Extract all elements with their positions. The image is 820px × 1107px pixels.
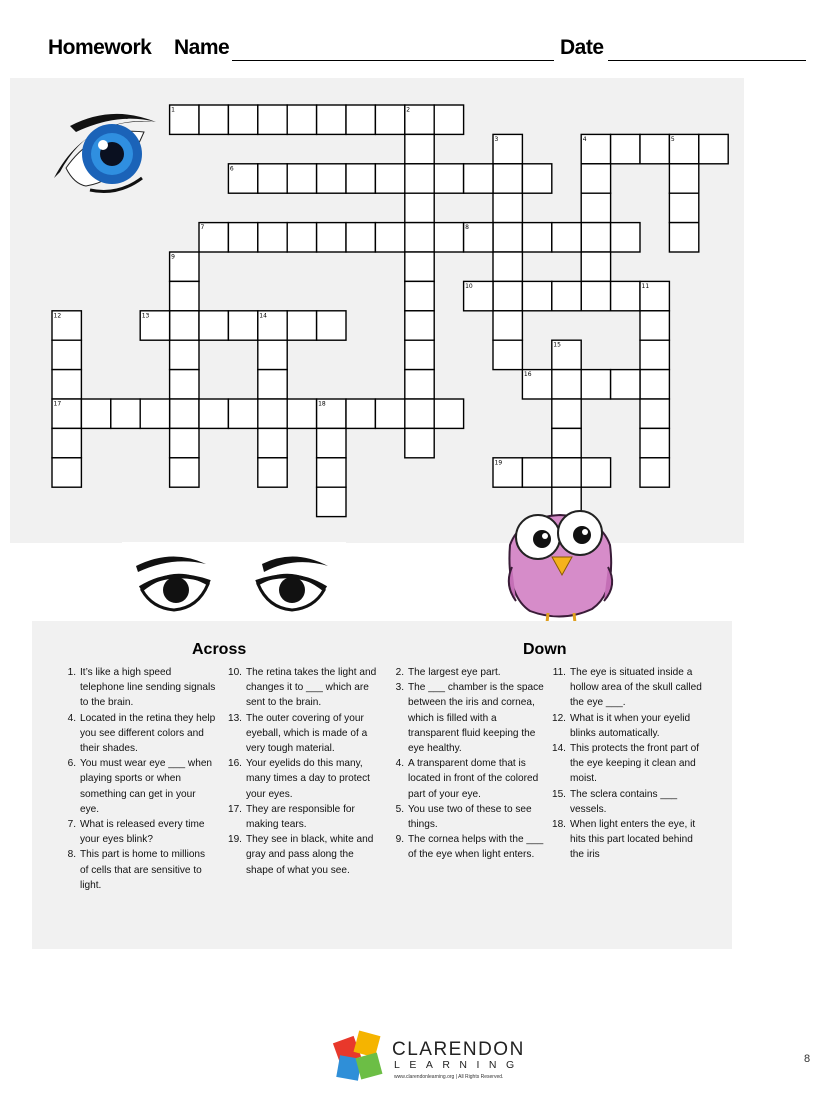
clue-text: The cornea helps with the ___ of the eye when light enters. [408, 834, 544, 861]
crossword-cell[interactable] [493, 281, 522, 310]
crossword-cell[interactable] [493, 193, 522, 222]
crossword-cell[interactable] [287, 311, 316, 340]
clue-number-label: 8 [465, 224, 469, 232]
crossword-cell[interactable] [640, 399, 669, 428]
crossword-cell[interactable] [258, 428, 287, 457]
crossword-cell[interactable] [552, 370, 581, 399]
down-clues-col1 [386, 665, 546, 863]
clue-text: This protects the front part of the eye keeping it clean and moist. [570, 743, 700, 785]
crossword-cell[interactable] [287, 105, 316, 134]
clue-item [224, 711, 382, 757]
crossword-cell[interactable] [640, 311, 669, 340]
clue-item [386, 802, 546, 832]
clue-number-label: 10 [465, 282, 473, 290]
clue-number: 7. [67, 819, 76, 831]
clue-number-label: 6 [229, 165, 234, 173]
crossword-cell[interactable] [317, 428, 346, 457]
clue-number-label: 3 [494, 135, 499, 143]
crossword-cell[interactable] [405, 340, 434, 369]
clue-number: 1. [67, 667, 76, 678]
clue-item [224, 756, 382, 802]
crossword-cell[interactable] [493, 223, 522, 252]
crossword-cell[interactable] [317, 105, 346, 134]
clue-item [58, 847, 216, 893]
crossword-cell[interactable] [317, 311, 346, 340]
crossword-cell[interactable] [434, 399, 463, 428]
clue-number-label: 12 [53, 312, 62, 320]
crossword-cell[interactable] [581, 223, 610, 252]
crossword-cell[interactable] [258, 105, 287, 134]
clue-item [548, 817, 708, 863]
crossword-cell[interactable] [493, 252, 522, 281]
crossword-cell[interactable] [170, 370, 199, 399]
crossword-cell[interactable] [405, 252, 434, 281]
crossword-cell[interactable] [552, 223, 581, 252]
crossword-cell[interactable] [140, 399, 169, 428]
clue-number-label: 17 [53, 400, 62, 408]
clue-item [224, 665, 382, 711]
crossword-cell[interactable] [405, 370, 434, 399]
crossword-cell[interactable] [405, 281, 434, 310]
down-heading: Down [523, 641, 567, 658]
crossword-cell[interactable] [552, 399, 581, 428]
down-clues-col2 [548, 665, 708, 863]
clue-text: The largest eye part. [408, 667, 501, 678]
crossword-cell[interactable] [199, 105, 228, 134]
crossword-cell[interactable] [405, 193, 434, 222]
across-heading: Across [192, 641, 247, 658]
clue-number: 17. [227, 803, 242, 815]
crossword-cell[interactable] [52, 458, 81, 487]
owl-icon [500, 505, 622, 640]
clue-number: 11. [552, 667, 566, 678]
crossword-cell[interactable] [52, 428, 81, 457]
clue-item [386, 832, 546, 862]
crossword-cell[interactable] [258, 399, 287, 428]
clue-text: The ___ chamber is the space between the iris and cornea, which is filled with a transparent fluid keeping the eye healthy. [408, 682, 544, 755]
clue-number: 4. [67, 712, 76, 724]
clue-number: 3. [395, 682, 404, 694]
clue-item [224, 802, 382, 832]
clue-number: 16. [227, 758, 242, 770]
clue-number-label: 13 [141, 312, 150, 320]
eyes-icon [122, 542, 346, 622]
crossword-cell[interactable] [258, 340, 287, 369]
clue-number: 4. [395, 758, 404, 770]
crossword-cell[interactable] [52, 340, 81, 369]
clue-number-label: 18 [318, 400, 326, 408]
crossword-cell[interactable] [611, 134, 640, 163]
crossword-cell[interactable] [228, 399, 257, 428]
crossword-cell[interactable] [405, 399, 434, 428]
crossword-cell[interactable] [640, 134, 669, 163]
crossword-cell[interactable] [669, 164, 698, 193]
crossword-cell[interactable] [405, 428, 434, 457]
crossword-cell[interactable] [111, 399, 140, 428]
crossword-cell[interactable] [611, 223, 640, 252]
crossword-cell[interactable] [464, 164, 493, 193]
across-clues-col1 [58, 665, 216, 893]
clue-number: 19. [227, 834, 242, 846]
crossword-cell[interactable] [170, 399, 199, 428]
clue-number: 15. [551, 788, 566, 800]
owl-image [500, 505, 622, 640]
crossword-cell[interactable] [346, 105, 375, 134]
clue-text: The eye is situated inside a hollow area of the skull called the eye ___. [570, 667, 702, 709]
crossword-cell[interactable] [170, 458, 199, 487]
crossword-cell[interactable] [552, 428, 581, 457]
clue-number-label: 1 [171, 106, 175, 114]
crossword-cell[interactable] [669, 223, 698, 252]
crossword-cell[interactable] [317, 164, 346, 193]
crossword-cell[interactable] [581, 458, 610, 487]
clue-number: 14. [551, 743, 566, 755]
crossword-cell[interactable] [581, 252, 610, 281]
crossword-cell[interactable] [375, 223, 404, 252]
crossword-cell[interactable] [287, 399, 316, 428]
clue-text: Located in the retina they help you see different colors and their shades. [80, 712, 216, 755]
page-number: 8 [804, 1053, 811, 1065]
crossword-cell[interactable] [640, 458, 669, 487]
clue-text: The retina takes the light and changes it to ___ which are sent to the brain. [246, 667, 377, 709]
crossword-cell[interactable] [434, 223, 463, 252]
clue-number: 12. [551, 712, 566, 724]
crossword-cell[interactable] [317, 458, 346, 487]
crossword-cell[interactable] [493, 340, 522, 369]
clue-item [548, 787, 708, 817]
crossword-cell[interactable] [640, 428, 669, 457]
clue-item [224, 832, 382, 878]
name-label: Name [174, 36, 230, 59]
crossword-cell[interactable] [170, 281, 199, 310]
clue-number: 13. [227, 712, 242, 724]
clue-item [58, 711, 216, 757]
crossword-cell[interactable] [258, 370, 287, 399]
crossword-cell[interactable] [170, 428, 199, 457]
crossword-cell[interactable] [317, 223, 346, 252]
clue-text: What is it when your eyelid blinks automatically. [570, 712, 691, 739]
clue-number-label: 16 [523, 371, 532, 379]
crossword-cell[interactable] [522, 223, 551, 252]
crossword-cell[interactable] [375, 164, 404, 193]
clue-number: 8. [67, 849, 76, 861]
logo-text-line1: CLARENDON [392, 1039, 525, 1060]
clue-number-label: 11 [641, 282, 650, 290]
crossword-cell[interactable] [434, 105, 463, 134]
crossword-cell[interactable] [405, 223, 434, 252]
crossword-cell[interactable] [581, 281, 610, 310]
clue-text: Your eyelids do this many, many times a day to protect your eyes. [246, 758, 370, 800]
crossword-cell[interactable] [375, 399, 404, 428]
clue-number: 9. [395, 834, 404, 846]
clue-item [548, 711, 708, 741]
clue-text: They are responsible for making tears. [246, 803, 355, 831]
crossword-cell[interactable] [434, 164, 463, 193]
clue-text: They see in black, white and gray and pass along the shape of what you see. [246, 834, 374, 876]
crossword-cell[interactable] [405, 134, 434, 163]
clue-text: The sclera contains ___ vessels. [570, 788, 678, 815]
crossword-cell[interactable] [346, 223, 375, 252]
clue-number-label: 19 [494, 459, 503, 467]
clue-text: It’s like a high speed telephone line sending signals to the brain. [80, 667, 216, 709]
crossword-cell[interactable] [287, 223, 316, 252]
crossword-cell[interactable] [581, 193, 610, 222]
crossword-cell[interactable] [640, 340, 669, 369]
clue-item [386, 756, 546, 802]
crossword-cell[interactable] [581, 370, 610, 399]
crossword-cell[interactable] [522, 281, 551, 310]
clue-text: This part is home to millions of cells that are sensitive to light. [80, 849, 206, 891]
clues-panel [32, 621, 732, 949]
crossword-cell[interactable] [258, 164, 287, 193]
across-clues-col2 [224, 665, 382, 878]
crossword-cell[interactable] [317, 487, 346, 516]
clue-number-label: 9 [171, 253, 175, 261]
puzzle-logo-icon [330, 1027, 386, 1085]
crossword-cell[interactable] [669, 193, 698, 222]
clue-item [58, 817, 216, 847]
clue-item [58, 756, 216, 817]
clue-text: When light enters the eye, it hits this part located behind the iris [570, 819, 696, 861]
crossword-cell[interactable] [170, 311, 199, 340]
clue-text: You use two of these to see things. [408, 803, 532, 831]
crossword-cell[interactable] [699, 134, 728, 163]
clue-number-label: 15 [553, 341, 561, 349]
clue-number-label: 5 [670, 135, 675, 143]
clue-number-label: 2 [406, 106, 411, 114]
logo-text-line2: LEARNING [394, 1059, 524, 1071]
clue-item [548, 741, 708, 787]
crossword-cell[interactable] [170, 340, 199, 369]
crossword-cell[interactable] [611, 370, 640, 399]
crossword-cells [52, 105, 728, 517]
crossword-cell[interactable] [405, 164, 434, 193]
crossword-cell[interactable] [52, 370, 81, 399]
crossword-cell[interactable] [287, 164, 316, 193]
crossword-cell[interactable] [199, 399, 228, 428]
clue-number: 5. [395, 803, 404, 815]
clue-item [386, 665, 546, 680]
crossword-cell[interactable] [611, 281, 640, 310]
crossword-cell[interactable] [405, 311, 434, 340]
crossword-cell[interactable] [258, 458, 287, 487]
clue-number-label: 7 [200, 224, 205, 232]
crossword-cell[interactable] [375, 105, 404, 134]
crossword-cell[interactable] [228, 105, 257, 134]
crossword-cell[interactable] [258, 223, 287, 252]
crossword-cell[interactable] [493, 164, 522, 193]
clue-number-label: 14 [259, 312, 267, 320]
eyes-image-panel [122, 542, 346, 622]
blue-eye-icon [54, 114, 156, 192]
clue-text: You must wear eye ___ when playing sports or when something can get in your eye. [80, 758, 213, 815]
clue-text: The outer covering of your eyeball, which is made of a very tough material. [246, 712, 368, 755]
homework-label: Homework [48, 36, 152, 59]
crossword-cell[interactable] [552, 281, 581, 310]
clue-number: 18. [551, 819, 566, 831]
crossword-cell[interactable] [199, 311, 228, 340]
clue-item [386, 680, 546, 756]
date-label: Date [560, 36, 604, 59]
clue-number: 10. [227, 667, 242, 678]
crossword-cell[interactable] [552, 458, 581, 487]
logo-small-text: www.clarendonlearning.org | All Rights Reserved. [394, 1074, 504, 1080]
crossword-cell[interactable] [346, 399, 375, 428]
clue-text: A transparent dome that is located in front of the colored part of your eye. [408, 758, 539, 800]
crossword-cell[interactable] [493, 311, 522, 340]
clue-item [548, 665, 708, 711]
crossword-cell[interactable] [522, 164, 551, 193]
crossword-cell[interactable] [228, 311, 257, 340]
clue-number: 2. [395, 667, 404, 678]
crossword-cell[interactable] [346, 164, 375, 193]
crossword-cell[interactable] [81, 399, 110, 428]
crossword-cell[interactable] [522, 458, 551, 487]
clue-number-label: 4 [582, 135, 587, 143]
clarendon-logo [330, 1027, 536, 1085]
crossword-cell[interactable] [640, 370, 669, 399]
crossword-cell[interactable] [228, 223, 257, 252]
clue-item [58, 665, 216, 711]
crossword-cell[interactable] [581, 164, 610, 193]
clue-text: What is released every time your eyes blink? [80, 819, 205, 846]
clue-number: 6. [67, 758, 76, 770]
